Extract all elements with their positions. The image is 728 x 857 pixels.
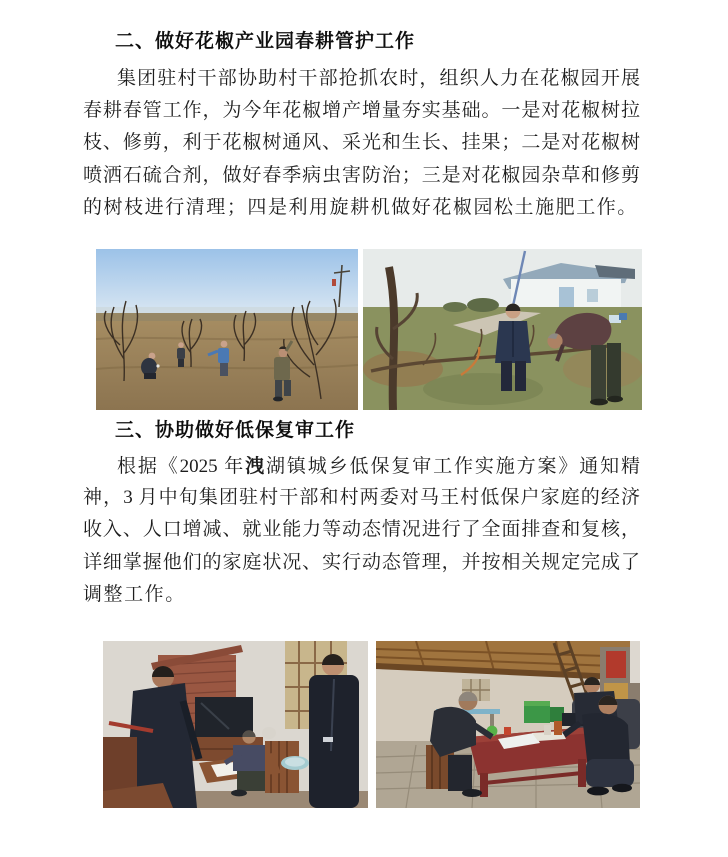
text-segment: 湖镇城乡低保复审工作实施方案》通知精 — [266, 456, 640, 477]
paragraph-pepper — [83, 63, 640, 224]
home-visit-illustration — [103, 641, 368, 808]
text-line: 的树枝进行清理；四是利用旋耕机做好花椒园松土施肥工作。 — [83, 196, 638, 218]
text-line: 神，3 月中旬集团驻村干部和村两委对马王村低保户家庭的经济 — [83, 487, 640, 509]
photo-household-review-meeting — [376, 641, 640, 808]
text-line: 详细掌握他们的家庭状况、实行动态管理，并按相关规定完成了 — [83, 551, 640, 573]
photo-orchard-pruning-field — [96, 249, 358, 410]
text-segment-emphasized: 洩 — [245, 455, 267, 477]
photo-home-visit-signing — [103, 641, 368, 808]
paragraph-lowbao — [83, 450, 640, 611]
orchard-scene-illustration — [96, 249, 358, 410]
section-heading-pepper: 二、做好花椒产业园春耕管护工作 — [115, 30, 416, 52]
text-line: 收入、人口增减、就业能力等动态情况进行了全面排查和复核， — [83, 519, 640, 541]
review-meeting-illustration — [376, 641, 640, 808]
text-line: 春耕春管工作，为今年花椒增产增量夯实基础。一是对花椒树拉 — [83, 100, 640, 122]
text-line: 集团驻村干部协助村干部抢抓农时，组织人力在花椒园开展 — [117, 68, 640, 89]
text-segment: 根据《2025 年 — [117, 456, 246, 477]
text-line: 调整工作。 — [83, 583, 186, 605]
text-line: 枝、修剪，利于花椒树通风、采光和生长、挂果；二是对花椒树 — [83, 132, 640, 154]
branch-inspection-illustration — [363, 249, 642, 410]
text-line — [117, 450, 640, 482]
section-heading-lowbao: 三、协助做好低保复审工作 — [115, 419, 356, 441]
photo-orchard-branch-inspection — [363, 249, 642, 410]
text-line: 喷洒石硫合剂，做好春季病虫害防治；三是对花椒园杂草和修剪 — [83, 164, 640, 186]
